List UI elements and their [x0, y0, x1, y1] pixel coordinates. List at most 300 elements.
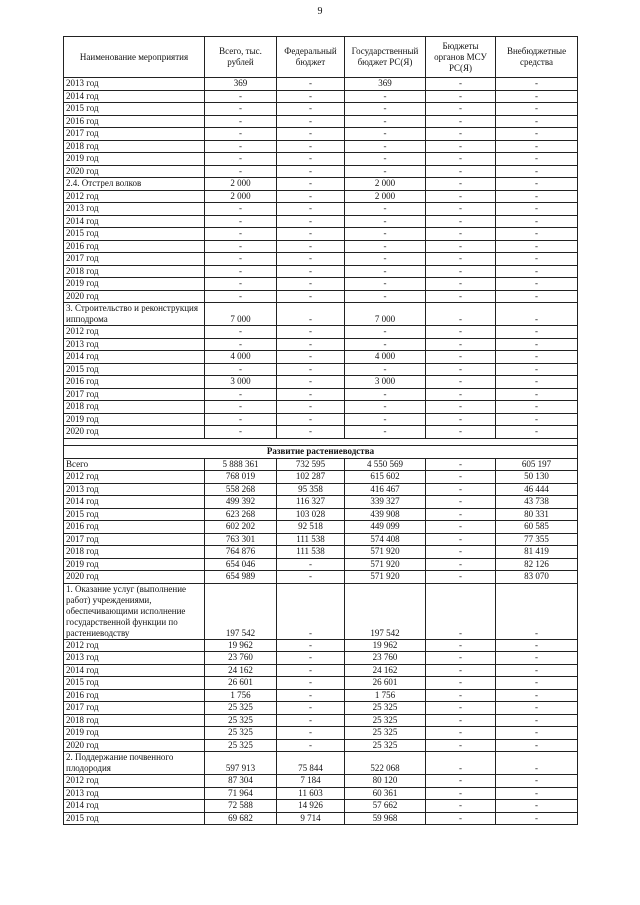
table-row [64, 458, 578, 471]
section-title: Развитие растениеводства [64, 445, 578, 458]
cell-value: - [426, 90, 496, 103]
row-label: 2015 год [64, 677, 205, 690]
cell-value: 24 162 [205, 664, 277, 677]
cell-value: - [496, 752, 578, 775]
row-label: 3. Строительство и реконструкция ипподрома [64, 303, 205, 326]
cell-value: - [426, 496, 496, 509]
row-label: 2019 год [64, 278, 205, 291]
cell-value: - [496, 664, 578, 677]
table-row [64, 426, 578, 439]
table-row [64, 363, 578, 376]
cell-value: 75 844 [277, 752, 345, 775]
cell-value: - [426, 103, 496, 116]
table-row [64, 471, 578, 484]
cell-value: - [496, 787, 578, 800]
cell-value: - [345, 128, 426, 141]
cell-value: - [426, 800, 496, 813]
cell-value: 3 000 [205, 376, 277, 389]
cell-value: 69 682 [205, 812, 277, 825]
cell-value: 768 019 [205, 471, 277, 484]
budget-table [63, 36, 578, 825]
cell-value: - [277, 639, 345, 652]
cell-value: 558 268 [205, 483, 277, 496]
cell-value: - [277, 326, 345, 339]
cell-value: 25 325 [345, 714, 426, 727]
cell-value: - [205, 115, 277, 128]
cell-value: 46 444 [496, 483, 578, 496]
cell-value: 19 962 [205, 639, 277, 652]
cell-value: - [205, 413, 277, 426]
row-label: 2019 год [64, 153, 205, 166]
cell-value: 654 046 [205, 558, 277, 571]
cell-value: 72 588 [205, 800, 277, 813]
table-row [64, 752, 578, 775]
cell-value: 25 325 [345, 702, 426, 715]
cell-value: - [496, 812, 578, 825]
cell-value: - [345, 363, 426, 376]
cell-value: - [496, 739, 578, 752]
cell-value: - [426, 664, 496, 677]
cell-value: - [496, 800, 578, 813]
row-label: 2014 год [64, 90, 205, 103]
cell-value: - [345, 338, 426, 351]
cell-value: 416 467 [345, 483, 426, 496]
cell-value: - [496, 583, 578, 639]
header-row [64, 37, 578, 78]
spacer-cell [64, 438, 578, 445]
cell-value: - [426, 583, 496, 639]
row-label: 2017 год [64, 128, 205, 141]
cell-value: 654 989 [205, 571, 277, 584]
cell-value: 25 325 [345, 739, 426, 752]
cell-value: - [496, 702, 578, 715]
cell-value: 197 542 [345, 583, 426, 639]
table-row [64, 652, 578, 665]
cell-value: - [426, 388, 496, 401]
table-row [64, 401, 578, 414]
cell-value: - [205, 363, 277, 376]
table-row [64, 128, 578, 141]
cell-value: - [426, 326, 496, 339]
cell-value: - [496, 727, 578, 740]
table-row [64, 303, 578, 326]
cell-value: - [426, 521, 496, 534]
cell-value: 82 126 [496, 558, 578, 571]
table-row [64, 521, 578, 534]
table-row [64, 388, 578, 401]
row-label: 2013 год [64, 78, 205, 91]
row-label: 2020 год [64, 290, 205, 303]
cell-value: 197 542 [205, 583, 277, 639]
cell-value: - [277, 677, 345, 690]
table-row [64, 689, 578, 702]
table-row [64, 727, 578, 740]
spacer-row [64, 438, 578, 445]
cell-value: 4 000 [345, 351, 426, 364]
cell-value: 111 538 [277, 533, 345, 546]
cell-value: - [277, 228, 345, 241]
row-label: 2. Поддержание почвенного плодородия [64, 752, 205, 775]
table-row [64, 140, 578, 153]
cell-value: - [426, 203, 496, 216]
cell-value: - [277, 376, 345, 389]
cell-value: - [345, 388, 426, 401]
cell-value: 9 714 [277, 812, 345, 825]
row-label: 2019 год [64, 413, 205, 426]
cell-value: 60 361 [345, 787, 426, 800]
cell-value: 87 304 [205, 775, 277, 788]
row-label: 2014 год [64, 351, 205, 364]
row-label: 2013 год [64, 652, 205, 665]
cell-value: - [496, 639, 578, 652]
cell-value: 1 756 [345, 689, 426, 702]
table-row [64, 558, 578, 571]
cell-value: - [426, 775, 496, 788]
cell-value: - [426, 752, 496, 775]
cell-value: - [496, 290, 578, 303]
cell-value: - [426, 413, 496, 426]
table-row [64, 103, 578, 116]
cell-value: - [426, 652, 496, 665]
cell-value: - [426, 787, 496, 800]
cell-value: - [205, 153, 277, 166]
cell-value: 25 325 [205, 702, 277, 715]
cell-value: - [426, 140, 496, 153]
cell-value: 1 756 [205, 689, 277, 702]
table-row [64, 787, 578, 800]
cell-value: - [496, 351, 578, 364]
table-row [64, 278, 578, 291]
cell-value: 369 [205, 78, 277, 91]
cell-value: - [205, 253, 277, 266]
row-label: 2019 год [64, 558, 205, 571]
row-label: 2015 год [64, 103, 205, 116]
table-row [64, 228, 578, 241]
row-label: 2014 год [64, 215, 205, 228]
cell-value: - [277, 78, 345, 91]
cell-value: - [496, 388, 578, 401]
cell-value: - [426, 265, 496, 278]
header-cell: Наименование мероприятия [64, 37, 205, 78]
cell-value: 81 419 [496, 546, 578, 559]
cell-value: - [345, 140, 426, 153]
cell-value: - [277, 739, 345, 752]
cell-value: - [345, 153, 426, 166]
header-cell: Федеральный бюджет [277, 37, 345, 78]
row-label: 2014 год [64, 496, 205, 509]
cell-value: - [426, 702, 496, 715]
cell-value: - [277, 571, 345, 584]
cell-value: - [426, 739, 496, 752]
row-label: 2016 год [64, 376, 205, 389]
cell-value: 19 962 [345, 639, 426, 652]
cell-value: 95 358 [277, 483, 345, 496]
cell-value: 7 000 [345, 303, 426, 326]
cell-value: - [277, 90, 345, 103]
table-row [64, 508, 578, 521]
cell-value: - [345, 265, 426, 278]
cell-value: - [205, 90, 277, 103]
cell-value: - [277, 338, 345, 351]
row-label: 2016 год [64, 240, 205, 253]
cell-value: - [496, 363, 578, 376]
row-label: 2020 год [64, 571, 205, 584]
cell-value: 103 028 [277, 508, 345, 521]
row-label: 2013 год [64, 787, 205, 800]
table-row [64, 571, 578, 584]
cell-value: - [205, 265, 277, 278]
table-row [64, 178, 578, 191]
cell-value: - [205, 278, 277, 291]
cell-value: 26 601 [345, 677, 426, 690]
cell-value: - [496, 115, 578, 128]
table-row [64, 165, 578, 178]
cell-value: - [426, 153, 496, 166]
row-label: 2012 год [64, 775, 205, 788]
table-row [64, 812, 578, 825]
table-row [64, 115, 578, 128]
cell-value: - [426, 178, 496, 191]
cell-value: - [277, 265, 345, 278]
cell-value: - [277, 401, 345, 414]
table-row [64, 265, 578, 278]
cell-value: - [277, 215, 345, 228]
table-row [64, 215, 578, 228]
cell-value: 499 392 [205, 496, 277, 509]
cell-value: - [277, 351, 345, 364]
cell-value: - [496, 689, 578, 702]
table-row [64, 714, 578, 727]
cell-value: - [277, 689, 345, 702]
cell-value: - [426, 363, 496, 376]
cell-value: - [205, 103, 277, 116]
cell-value: - [496, 303, 578, 326]
cell-value: 597 913 [205, 752, 277, 775]
cell-value: 23 760 [345, 652, 426, 665]
cell-value: - [496, 178, 578, 191]
table-row [64, 775, 578, 788]
cell-value: 764 876 [205, 546, 277, 559]
cell-value: - [426, 508, 496, 521]
header-cell: Бюджеты органов МСУ РС(Я) [426, 37, 496, 78]
row-label: 2018 год [64, 546, 205, 559]
cell-value: 80 120 [345, 775, 426, 788]
cell-value: - [277, 583, 345, 639]
cell-value: - [277, 128, 345, 141]
cell-value: - [345, 290, 426, 303]
cell-value: - [496, 253, 578, 266]
cell-value: - [496, 103, 578, 116]
row-label: 2015 год [64, 228, 205, 241]
cell-value: - [277, 240, 345, 253]
cell-value: 5 888 361 [205, 458, 277, 471]
cell-value: - [205, 338, 277, 351]
cell-value: - [496, 426, 578, 439]
cell-value: 25 325 [205, 727, 277, 740]
cell-value: 7 184 [277, 775, 345, 788]
cell-value: 11 603 [277, 787, 345, 800]
cell-value: - [277, 165, 345, 178]
table-row [64, 639, 578, 652]
cell-value: 23 760 [205, 652, 277, 665]
cell-value: 60 585 [496, 521, 578, 534]
table-row [64, 533, 578, 546]
cell-value: 111 538 [277, 546, 345, 559]
cell-value: - [426, 471, 496, 484]
table-row [64, 78, 578, 91]
cell-value: 732 595 [277, 458, 345, 471]
row-label: 2015 год [64, 812, 205, 825]
cell-value: - [426, 727, 496, 740]
row-label: 2012 год [64, 639, 205, 652]
cell-value: - [426, 714, 496, 727]
cell-value: - [496, 240, 578, 253]
cell-value: 57 662 [345, 800, 426, 813]
cell-value: - [277, 558, 345, 571]
cell-value: 25 325 [345, 727, 426, 740]
cell-value: - [496, 401, 578, 414]
row-label: 2016 год [64, 115, 205, 128]
cell-value: - [496, 78, 578, 91]
cell-value: - [345, 278, 426, 291]
table-row [64, 253, 578, 266]
cell-value: - [345, 165, 426, 178]
cell-value: - [496, 338, 578, 351]
cell-value: - [426, 215, 496, 228]
cell-value: - [496, 376, 578, 389]
cell-value: 4 000 [205, 351, 277, 364]
cell-value: - [496, 714, 578, 727]
cell-value: - [345, 103, 426, 116]
cell-value: - [277, 140, 345, 153]
table-row [64, 326, 578, 339]
table-row [64, 583, 578, 639]
cell-value: 574 408 [345, 533, 426, 546]
cell-value: - [277, 652, 345, 665]
cell-value: - [277, 115, 345, 128]
cell-value: - [277, 727, 345, 740]
cell-value: - [426, 303, 496, 326]
row-label: 2018 год [64, 401, 205, 414]
cell-value: 2 000 [345, 190, 426, 203]
table-row [64, 664, 578, 677]
cell-value: 7 000 [205, 303, 277, 326]
cell-value: - [205, 290, 277, 303]
row-label: 2016 год [64, 689, 205, 702]
cell-value: 24 162 [345, 664, 426, 677]
row-label: 2020 год [64, 165, 205, 178]
cell-value: - [345, 115, 426, 128]
cell-value: - [345, 203, 426, 216]
row-label: 2013 год [64, 483, 205, 496]
table-row [64, 240, 578, 253]
cell-value: - [205, 326, 277, 339]
cell-value: 605 197 [496, 458, 578, 471]
cell-value: - [277, 178, 345, 191]
cell-value: 102 287 [277, 471, 345, 484]
cell-value: 763 301 [205, 533, 277, 546]
cell-value: - [426, 128, 496, 141]
cell-value: - [426, 483, 496, 496]
row-label: 2018 год [64, 140, 205, 153]
cell-value: - [496, 326, 578, 339]
cell-value: - [426, 290, 496, 303]
header-cell: Государственный бюджет РС(Я) [345, 37, 426, 78]
row-label: 2018 год [64, 265, 205, 278]
cell-value: - [277, 203, 345, 216]
cell-value: 25 325 [205, 714, 277, 727]
row-label: 2020 год [64, 739, 205, 752]
cell-value: - [277, 388, 345, 401]
row-label: 1. Оказание услуг (выполнение работ) учреждениями, обеспечивающими исполнение государственной функции по растениеводству [64, 583, 205, 639]
cell-value: 623 268 [205, 508, 277, 521]
row-label: 2015 год [64, 363, 205, 376]
cell-value: - [426, 571, 496, 584]
cell-value: - [277, 190, 345, 203]
cell-value: 615 602 [345, 471, 426, 484]
table-row [64, 483, 578, 496]
cell-value: - [277, 278, 345, 291]
table-row [64, 413, 578, 426]
cell-value: - [426, 426, 496, 439]
row-label: 2012 год [64, 326, 205, 339]
cell-value: - [426, 240, 496, 253]
cell-value: - [345, 326, 426, 339]
cell-value: - [205, 228, 277, 241]
cell-value: - [426, 677, 496, 690]
cell-value: - [426, 639, 496, 652]
cell-value: - [496, 413, 578, 426]
cell-value: - [496, 677, 578, 690]
cell-value: 571 920 [345, 546, 426, 559]
cell-value: - [205, 215, 277, 228]
row-label: 2013 год [64, 203, 205, 216]
row-label: 2.4. Отстрел волков [64, 178, 205, 191]
row-label: Всего [64, 458, 205, 471]
cell-value: - [205, 240, 277, 253]
row-label: 2019 год [64, 727, 205, 740]
cell-value: - [496, 153, 578, 166]
section-row [64, 445, 578, 458]
cell-value: - [277, 702, 345, 715]
cell-value: 25 325 [205, 739, 277, 752]
table-row [64, 546, 578, 559]
cell-value: 83 070 [496, 571, 578, 584]
cell-value: - [205, 401, 277, 414]
cell-value: - [496, 278, 578, 291]
cell-value: - [205, 140, 277, 153]
cell-value: - [426, 115, 496, 128]
cell-value: 522 068 [345, 752, 426, 775]
cell-value: - [277, 426, 345, 439]
cell-value: - [426, 376, 496, 389]
cell-value: - [496, 190, 578, 203]
cell-value: 80 331 [496, 508, 578, 521]
table-row [64, 677, 578, 690]
row-label: 2017 год [64, 253, 205, 266]
cell-value: - [426, 253, 496, 266]
row-label: 2013 год [64, 338, 205, 351]
cell-value: - [426, 458, 496, 471]
page-number: 9 [317, 6, 323, 17]
row-label: 2012 год [64, 471, 205, 484]
table-row [64, 376, 578, 389]
cell-value: - [345, 253, 426, 266]
cell-value: - [496, 215, 578, 228]
table-row [64, 496, 578, 509]
cell-value: - [277, 363, 345, 376]
table-row [64, 153, 578, 166]
